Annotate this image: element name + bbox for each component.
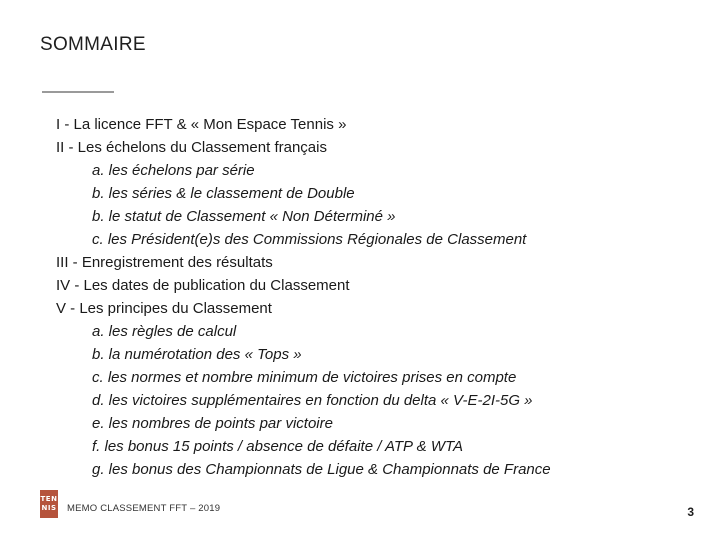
toc-subitem: a. les échelons par série bbox=[92, 162, 255, 179]
logo-text-bottom: NIS bbox=[41, 504, 57, 512]
toc-subitem: c. les Président(e)s des Commissions Régionales de Classement bbox=[92, 231, 527, 248]
toc-subitem: c. les normes et nombre minimum de victoires prises en compte bbox=[92, 369, 517, 386]
toc-item: I - La licence FFT & « Mon Espace Tennis » bbox=[56, 116, 347, 133]
title-divider bbox=[42, 91, 114, 93]
page-number: 3 bbox=[687, 505, 694, 519]
toc-subitem: b. les séries & le classement de Double bbox=[92, 185, 355, 202]
table-of-contents bbox=[56, 113, 551, 481]
tennis-logo bbox=[40, 490, 58, 518]
toc-subitem: f. les bonus 15 points / absence de défaite / ATP & WTA bbox=[92, 438, 464, 455]
toc-item: V - Les principes du Classement bbox=[56, 300, 272, 317]
toc-subitem: b. le statut de Classement « Non Déterminé » bbox=[92, 208, 396, 225]
page-title: SOMMAIRE bbox=[40, 34, 146, 55]
toc-subitem: g. les bonus des Championnats de Ligue & Championnats de France bbox=[92, 461, 551, 478]
toc-item: II - Les échelons du Classement français bbox=[56, 139, 327, 156]
toc-subitem: a. les règles de calcul bbox=[92, 323, 237, 340]
toc-subitem: e. les nombres de points par victoire bbox=[92, 415, 333, 432]
toc-item: III - Enregistrement des résultats bbox=[56, 254, 273, 271]
toc-subitem: b. la numérotation des « Tops » bbox=[92, 346, 302, 363]
footer-text: MEMO CLASSEMENT FFT – 2019 bbox=[67, 503, 221, 514]
logo-text-top: TEN bbox=[40, 495, 58, 503]
toc-item: IV - Les dates de publication du Classement bbox=[56, 277, 350, 294]
toc-subitem: d. les victoires supplémentaires en fonction du delta « V-E-2I-5G » bbox=[92, 392, 533, 409]
